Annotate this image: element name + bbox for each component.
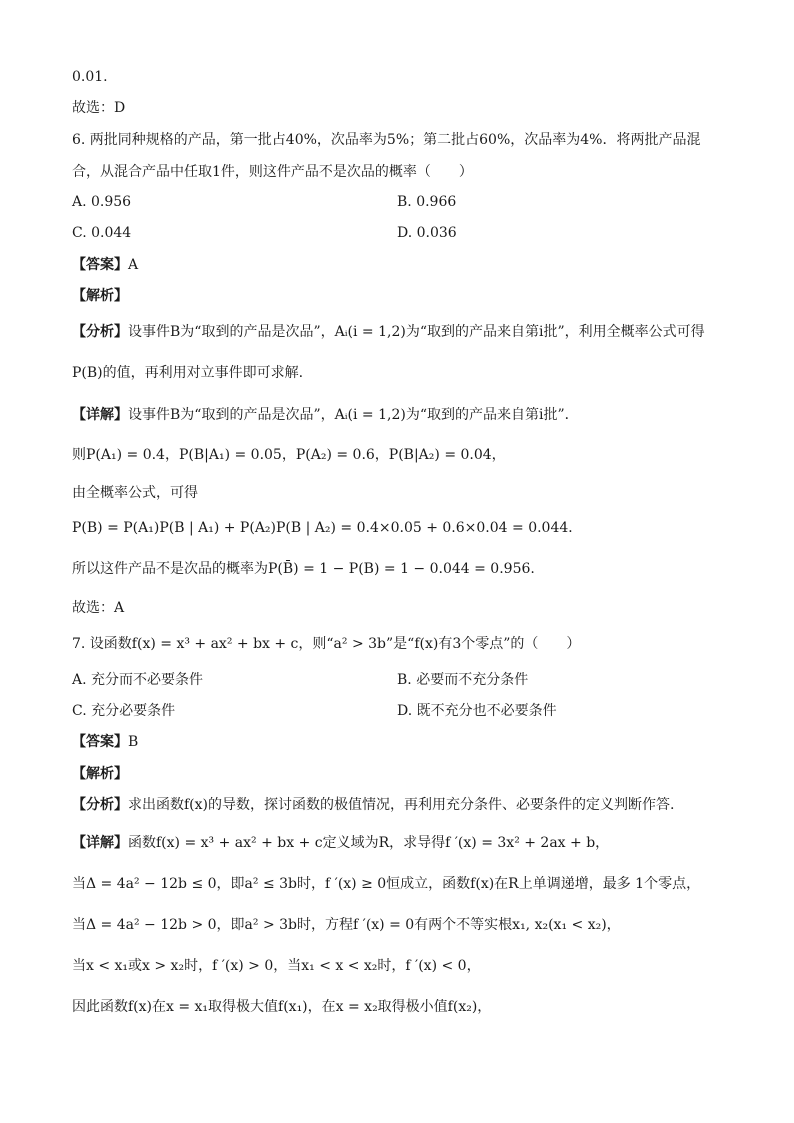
q7-option-a: A. 充分而不必要条件 — [72, 672, 204, 688]
q7-answer — [72, 732, 732, 752]
q7-fenxi-line — [72, 795, 732, 815]
q6-total-prob-intro: 由全概率公式，可得 — [72, 485, 198, 501]
q6-option-d: D. 0.036 — [397, 225, 457, 241]
q6-result-line: 所以这件产品不是次品的概率为P(B̄) = 1 − P(B) = 1 − 0.044 = 0.956. — [72, 561, 535, 577]
fenxi-text: 求出函数f(x)的导数，探讨函数的极值情况，再利用充分条件、必要条件的定义判断作答. — [128, 797, 675, 813]
xiangjie-text: 设事件B为“取到的产品是次品”，Aᵢ(i = 1,2)为“取到的产品来自第i批”． — [128, 407, 579, 423]
q7-extreme-line: 因此函数f(x)在x = x₁取得极大值f(x₁)，在x = x₂取得极小值f(x₂)， — [72, 999, 492, 1015]
fenxi-tag: 【分析】 — [72, 797, 128, 813]
q6-fenxi-line-1 — [72, 322, 732, 342]
analysis-tag: 【解析】 — [72, 288, 128, 304]
text-line-fraction: 0.01. — [72, 69, 108, 85]
answer-value: B — [128, 734, 139, 750]
answer-value: A — [128, 257, 139, 273]
xiangjie-text: 函数f(x) = x³ + ax² + bx + c定义域为R，求导得f ′(x) = 3x² + 2ax + b， — [128, 835, 610, 851]
q7-case-1-line: 当Δ = 4a² − 12b ≤ 0，即a² ≤ 3b时，f ′(x) ≥ 0恒成立，函数f(x)在R上单调递增，最多 1个零点， — [72, 876, 701, 892]
q6-probabilities-line: 则P(A₁) = 0.4，P(B|A₁) = 0.05，P(A₂) = 0.6，P(B|A₂) = 0.04， — [72, 447, 506, 463]
q7-case-2-line: 当Δ = 4a² − 12b > 0，即a² > 3b时，方程f ′(x) = 0有两个不等实根x₁, x₂(x₁ < x₂)， — [72, 917, 621, 933]
q6-fenxi-line-2: P(B)的值，再利用对立事件即可求解. — [72, 365, 304, 381]
analysis-tag: 【解析】 — [72, 766, 128, 782]
q7-xiangjie-line-1 — [72, 833, 732, 853]
fenxi-text: 设事件B为“取到的产品是次品”，Aᵢ(i = 1,2)为“取到的产品来自第i批”，利用全概率公式可得 — [128, 324, 705, 340]
q6-option-c: C. 0.044 — [72, 225, 132, 241]
q6-analysis-heading — [72, 286, 732, 306]
answer-tag: 【答案】 — [72, 257, 128, 273]
q6-answer — [72, 255, 732, 275]
q7-option-c: C. 充分必要条件 — [72, 703, 176, 719]
q7-sign-line: 当x < x₁或x > x₂时，f ′(x) > 0，当x₁ < x < x₂时，f ′(x) < 0， — [72, 958, 481, 974]
q7-option-b: B. 必要而不充分条件 — [397, 672, 529, 688]
fenxi-tag: 【分析】 — [72, 324, 128, 340]
text-line-choose-d: 故选：D — [72, 100, 126, 116]
q7-option-d: D. 既不充分也不必要条件 — [397, 703, 557, 719]
xiangjie-tag: 【详解】 — [72, 835, 128, 851]
q6-total-prob-formula: P(B) = P(A₁)P(B | A₁) + P(A₂)P(B | A₂) = 0.4×0.05 + 0.6×0.04 = 0.044． — [72, 520, 583, 536]
q6-stem-line-2: 合，从混合产品中任取1件，则这件产品不是次品的概率（ ） — [72, 164, 473, 180]
q6-option-b: B. 0.966 — [397, 194, 457, 210]
answer-tag: 【答案】 — [72, 734, 128, 750]
q6-option-a: A. 0.956 — [72, 194, 132, 210]
xiangjie-tag: 【详解】 — [72, 407, 128, 423]
q6-xiangjie-line-1 — [72, 405, 732, 425]
q7-analysis-heading — [72, 764, 732, 784]
q7-stem-line: 7. 设函数f(x) = x³ + ax² + bx + c，则“a² > 3b”是“f(x)有3个零点”的（ ） — [72, 636, 581, 652]
q6-stem-line-1: 6. 两批同种规格的产品，第一批占40%，次品率为5%；第二批占60%，次品率为4%．将两批产品混 — [72, 132, 701, 148]
q6-choose-line: 故选：A — [72, 600, 125, 616]
